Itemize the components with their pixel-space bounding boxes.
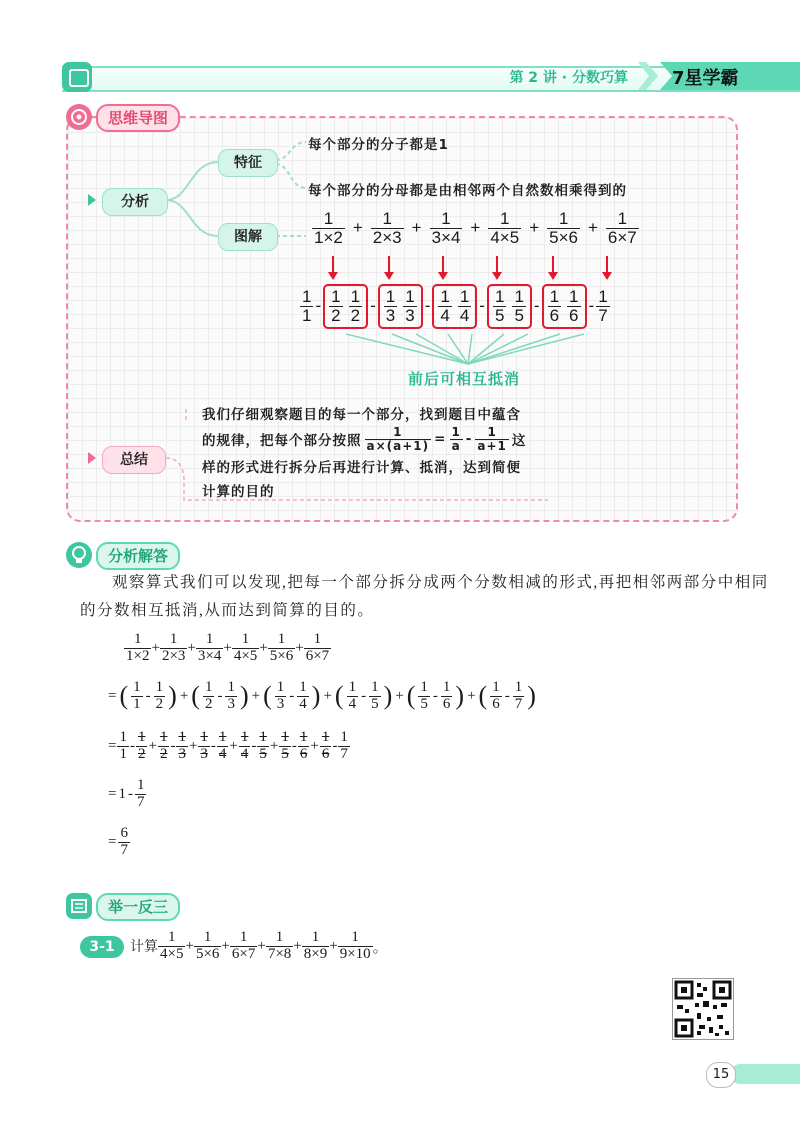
down-arrow-icon: [388, 256, 390, 274]
fraction: $\frac{1}{6\times 7}$: [607, 209, 637, 247]
analysis-paragraph-1: 观察算式我们可以发现,把每一个部分拆分成两个分数相减的形式,再把相邻两部分中相同: [112, 574, 769, 591]
analysis-marker-icon: [88, 194, 96, 206]
split-fraction-row: [300, 284, 610, 329]
feature-text-1: 每个部分的分子都是1: [308, 137, 449, 153]
node-analysis: 分析: [102, 188, 168, 216]
node-summary: 总结: [102, 446, 166, 474]
summary-line-1: 我们仔细观察题目的每一个部分，找到题目中蕴含: [202, 407, 521, 423]
cancel-pair-box: $\frac{1}{2}$ $\frac{1}{2}$: [323, 284, 368, 329]
plus-sign: +: [587, 218, 598, 238]
down-arrow-icon: [442, 256, 444, 274]
cancel-pair-box: $\frac{1}{4}$ $\frac{1}{4}$: [432, 284, 477, 329]
page-number: 15: [706, 1062, 736, 1088]
lesson-title: 第 2 讲 · 分数巧算: [509, 70, 628, 86]
fraction: $\frac{1}{7}$: [598, 287, 608, 325]
equals-sign: =: [108, 687, 117, 704]
formula-a1: $\frac{1}{a+1}$: [477, 425, 507, 453]
summary-line-2: [202, 426, 526, 452]
exercise-problem: 计算 $\frac{1}{4\times 5}$ + $\frac{1}{5\times 6}$ + $\frac{1}{6\times 7}$ + $\frac{1}{7\times 8}$ + $\frac{1}{8\times 9}$ + $\frac{1}{9\times 10}$ 。: [130, 929, 388, 962]
step-3: = $\frac{1}{1}$ - $\frac{1}{2}$ + $\frac{1}{2}$ - $\frac{1}{3}$ + $\frac{1}{3}$ - $\frac{1}{4}$ + $\frac{1}{4}$ - $\frac{1}{5}$ + $\frac{1}{5}$ - $\frac{1}{6}$ + $\frac{1}{6}$ - $\frac{1}{7}$: [108, 729, 348, 762]
one: 1: [118, 785, 126, 802]
minus-sign: -: [370, 296, 376, 316]
formula-a: $\frac{1}{a}$: [451, 425, 461, 453]
minus-sign: -: [465, 431, 473, 448]
fraction: $\frac{1}{1\times 2}$: [314, 209, 343, 247]
fraction: $\frac{1}{4\times 5}$: [490, 209, 520, 247]
equals-sign: =: [108, 833, 117, 850]
minus-sign: -: [479, 296, 485, 316]
cancel-pair-box: $\frac{1}{3}$ $\frac{1}{3}$: [378, 284, 423, 329]
minus-sign: -: [315, 296, 322, 316]
bulb-icon: [66, 542, 92, 568]
fraction: $\frac{1}{3\times 4}$: [431, 209, 461, 247]
pencil-icon: [66, 893, 92, 919]
down-arrow-icon: [552, 256, 554, 274]
plus-sign: +: [352, 218, 363, 238]
fraction: $\frac{1}{1}$: [302, 287, 312, 325]
summary-line-2-end: 这: [511, 433, 527, 450]
page-footer-bar: [730, 1064, 800, 1084]
down-arrow-icon: [332, 256, 334, 274]
node-diagram: 图解: [218, 223, 278, 251]
cancel-pair-box: $\frac{1}{6}$ $\frac{1}{6}$: [542, 284, 587, 329]
mindmap-title: 思维导图: [96, 104, 180, 132]
equals-sign: =: [108, 737, 117, 754]
summary-line-4: 计算的目的: [202, 484, 275, 500]
analysis-title: 分析解答: [96, 542, 180, 570]
plus-sign: +: [529, 218, 540, 238]
minus-sign: -: [424, 296, 431, 316]
summary-line-3: 样的形式进行拆分后再进行计算、抵消，达到简便: [202, 460, 521, 476]
exercise-prompt: 计算: [130, 939, 158, 956]
plus-sign: +: [411, 218, 422, 238]
cancel-label: 前后可相互抵消: [408, 370, 521, 388]
plus-sign: +: [470, 218, 481, 238]
fraction: $\frac{1}{5\times 6}$: [549, 209, 578, 247]
down-arrow-icon: [496, 256, 498, 274]
qr-code[interactable]: [672, 978, 734, 1040]
analysis-paragraph-2: 的分数相互抵消,从而达到简算的目的。: [80, 602, 375, 619]
step-1: $\frac{1}{1\times 2}$ + $\frac{1}{2\times 3}$ + $\frac{1}{3\times 4}$ + $\frac{1}{4\times 5}$ + $\frac{1}{5\times 6}$ + $\frac{1}{6\times 7}$: [126, 631, 330, 664]
step-4: = 1 - $\frac{1}{7}$: [108, 777, 145, 810]
step-5-result: = $\frac{6}{7}$: [108, 825, 128, 858]
equals-sign: =: [434, 431, 447, 448]
summary-line-2-text: 的规律，把每个部分按照: [202, 433, 362, 450]
minus-sign: -: [533, 296, 540, 316]
minus-sign: -: [588, 296, 595, 316]
period: 。: [372, 939, 388, 956]
fraction-sum-row: [312, 210, 639, 247]
fraction: $\frac{1}{2\times 3}$: [372, 209, 402, 247]
exercise-badge: 3-1: [80, 936, 124, 958]
exercise-title: 举一反三: [96, 893, 180, 921]
down-arrow-icon: [606, 256, 608, 274]
brand-name: 7星学霸: [672, 68, 739, 89]
cancel-pair-box: $\frac{1}{5}$ $\frac{1}{5}$: [487, 284, 532, 329]
feature-text-2: 每个部分的分母都是由相邻两个自然数相乘得到的: [308, 183, 627, 199]
equals-sign: =: [108, 785, 117, 802]
node-feature: 特征: [218, 149, 278, 177]
summary-marker-icon: [88, 452, 96, 464]
step-2: = ( $\frac{1}{1}$ - $\frac{1}{2}$ ) + ( $\frac{1}{2}$ - $\frac{1}{3}$ ) + ( $\frac{1}{3}$ - $\frac{1}{4}$ ) + ( $\frac{1}{4}$ - $\frac{1}{5}$ ) + ( $\frac{1}{5}$ - $\frac{1}{6}$ ) + ( $\frac{1}{6}$ - $\frac{1}{7}$ ): [108, 679, 536, 712]
formula-left: $\frac{1}{a\times(a+1)}$: [366, 425, 430, 453]
